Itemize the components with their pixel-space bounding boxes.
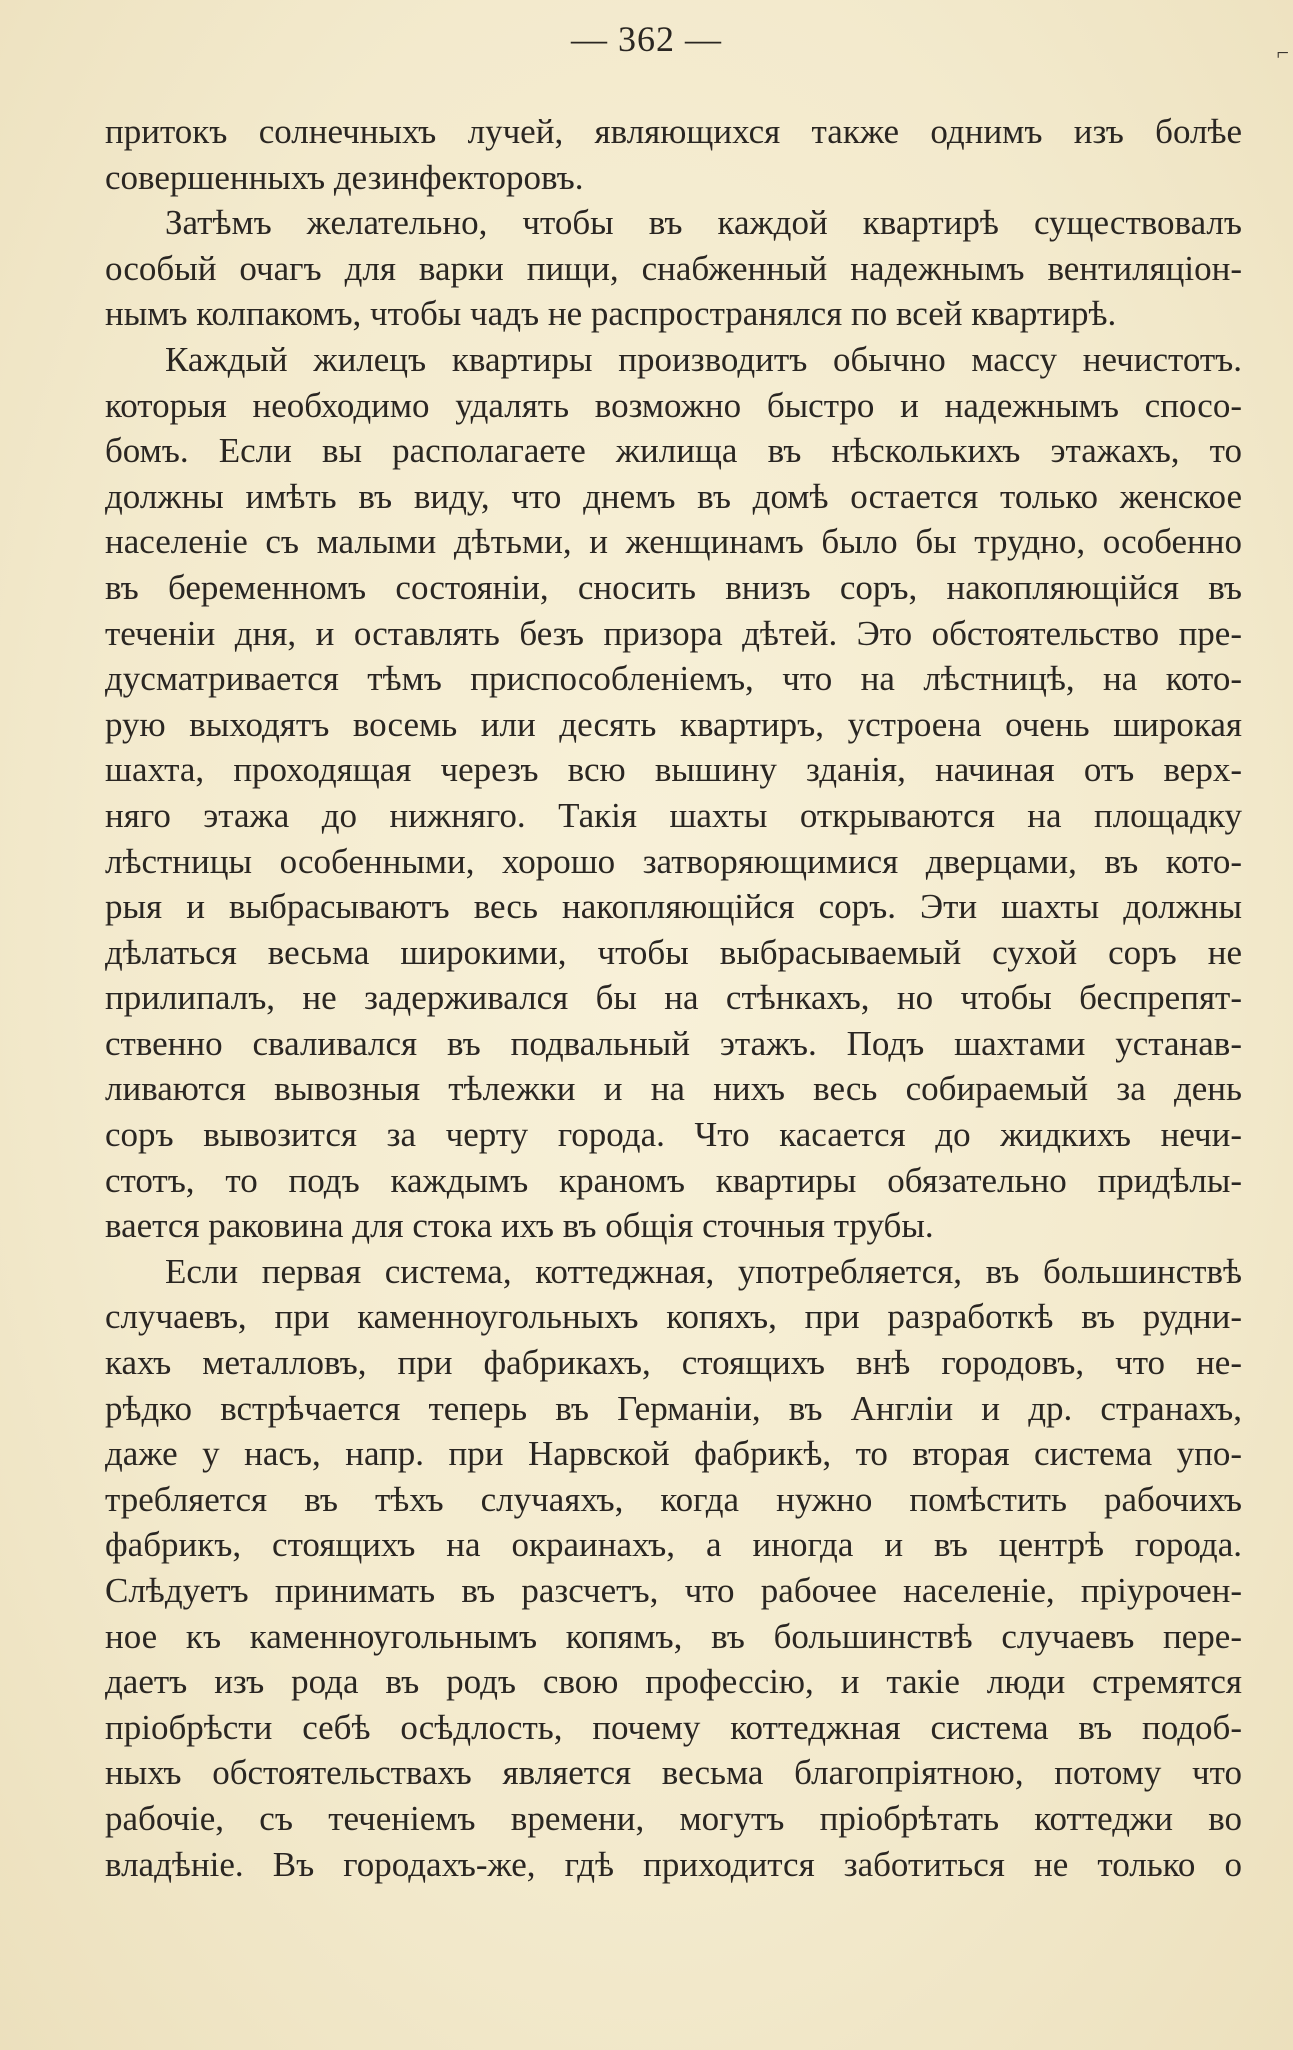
text-line: нымъ колпакомъ, чтобы чадъ не распространялся по всей квартирѣ. bbox=[105, 294, 1117, 334]
text-line: пріобрѣсти себѣ осѣдлость, почему коттеджная система въ подоб- bbox=[105, 1707, 1242, 1747]
text-line: теченіи дня, и оставлять безъ призора дѣтей. Это обстоятельство пре- bbox=[105, 613, 1242, 653]
text-line: совершенныхъ дезинфекторовъ. bbox=[105, 157, 584, 197]
text-line: ныхъ обстоятельствахъ является весьма благопріятною, потому что bbox=[105, 1753, 1242, 1793]
text-line: рую выходятъ восемь или десять квартиръ, устроена очень широкая bbox=[105, 704, 1242, 744]
text-line: случаевъ, при каменноугольныхъ копяхъ, при разработкѣ въ рудни- bbox=[105, 1297, 1242, 1337]
text-line: рыя и выбрасываютъ весь накопляющійся соръ. Эти шахты должны bbox=[105, 887, 1242, 927]
page-number: — 362 — bbox=[571, 19, 722, 59]
text-line: Слѣдуетъ принимать въ разсчетъ, что рабочее населеніе, пріурочен- bbox=[105, 1571, 1242, 1610]
text-line: фабрикъ, стоящихъ на окраинахъ, а иногда и въ центрѣ города. bbox=[105, 1525, 1242, 1565]
text-line: даже у насъ, напр. при Нарвской фабрикѣ, то вторая система упо- bbox=[105, 1434, 1242, 1474]
text-line: прилипалъ, не задерживался бы на стѣнкахъ, но чтобы беспрепят- bbox=[105, 978, 1242, 1018]
text-line: особый очагъ для варки пищи, снабженный надежнымъ вентиляціон- bbox=[105, 248, 1242, 288]
text-line: Если первая система, коттеджная, употребляется, въ большинствѣ bbox=[165, 1251, 1242, 1291]
text-line: лѣстницы особенными, хорошо затворяющимися дверцами, въ кото- bbox=[105, 841, 1242, 881]
text-line: требляется въ тѣхъ случаяхъ, когда нужно помѣстить рабочихъ bbox=[105, 1479, 1242, 1519]
text-line: владѣніе. Въ городахъ-же, гдѣ приходится заботиться не только о bbox=[105, 1844, 1242, 1884]
text-line: Каждый жилецъ квартиры производитъ обычно массу нечистотъ. bbox=[165, 339, 1242, 379]
text-line: ственно сваливался въ подвальный этажъ. Подъ шахтами устанав- bbox=[105, 1023, 1242, 1063]
text-line: няго этажа до нижняго. Такія шахты открываются на площадку bbox=[105, 795, 1242, 835]
text-line: ливаются вывозныя тѣлежки и на нихъ весь собираемый за день bbox=[105, 1069, 1242, 1109]
text-line: должны имѣть въ виду, что днемъ въ домѣ остается только женское bbox=[105, 476, 1242, 516]
text-line: дѣлаться весьма широкими, чтобы выбрасываемый сухой соръ не bbox=[105, 932, 1242, 972]
body-text bbox=[105, 109, 1242, 1887]
text-line: даетъ изъ рода въ родъ свою профессію, и такіе люди стремятся bbox=[105, 1662, 1242, 1702]
text-line: соръ вывозится за черту города. Что касается до жидкихъ нечи- bbox=[105, 1115, 1242, 1155]
text-line: ное къ каменноугольнымъ копямъ, въ большинствѣ случаевъ пере- bbox=[105, 1616, 1242, 1656]
text-line: притокъ солнечныхъ лучей, являющихся также однимъ изъ болѣе bbox=[105, 112, 1242, 151]
text-line: стотъ, то подъ каждымъ краномъ квартиры обязательно придѣлы- bbox=[105, 1160, 1242, 1200]
corner-mark: ⌐ bbox=[1276, 40, 1289, 65]
text-line: которыя необходимо удалять возможно быстро и надежнымъ спосо- bbox=[105, 385, 1242, 425]
text-line: бомъ. Если вы располагаете жилища въ нѣсколькихъ этажахъ, то bbox=[105, 431, 1242, 471]
text-line: рабочіе, съ теченіемъ времени, могутъ пріобрѣтать коттеджи во bbox=[105, 1798, 1242, 1838]
text-line: вается раковина для стока ихъ въ общія сточныя трубы. bbox=[105, 1206, 934, 1246]
text-line: рѣдко встрѣчается теперь въ Германіи, въ Англіи и др. странахъ, bbox=[105, 1388, 1242, 1428]
text-line: Затѣмъ желательно, чтобы въ каждой квартирѣ существовалъ bbox=[165, 203, 1242, 243]
text-line: населеніе съ малыми дѣтьми, и женщинамъ было бы трудно, особенно bbox=[105, 522, 1242, 562]
text-line: шахта, проходящая черезъ всю вышину зданія, начиная отъ верх- bbox=[105, 750, 1242, 790]
text-line: дусматривается тѣмъ приспособленіемъ, что на лѣстницѣ, на кото- bbox=[105, 659, 1242, 699]
text-line: въ беременномъ состояніи, сносить внизъ соръ, накопляющійся въ bbox=[105, 567, 1242, 607]
text-line: кахъ металловъ, при фабрикахъ, стоящихъ внѣ городовъ, что не- bbox=[105, 1343, 1242, 1383]
